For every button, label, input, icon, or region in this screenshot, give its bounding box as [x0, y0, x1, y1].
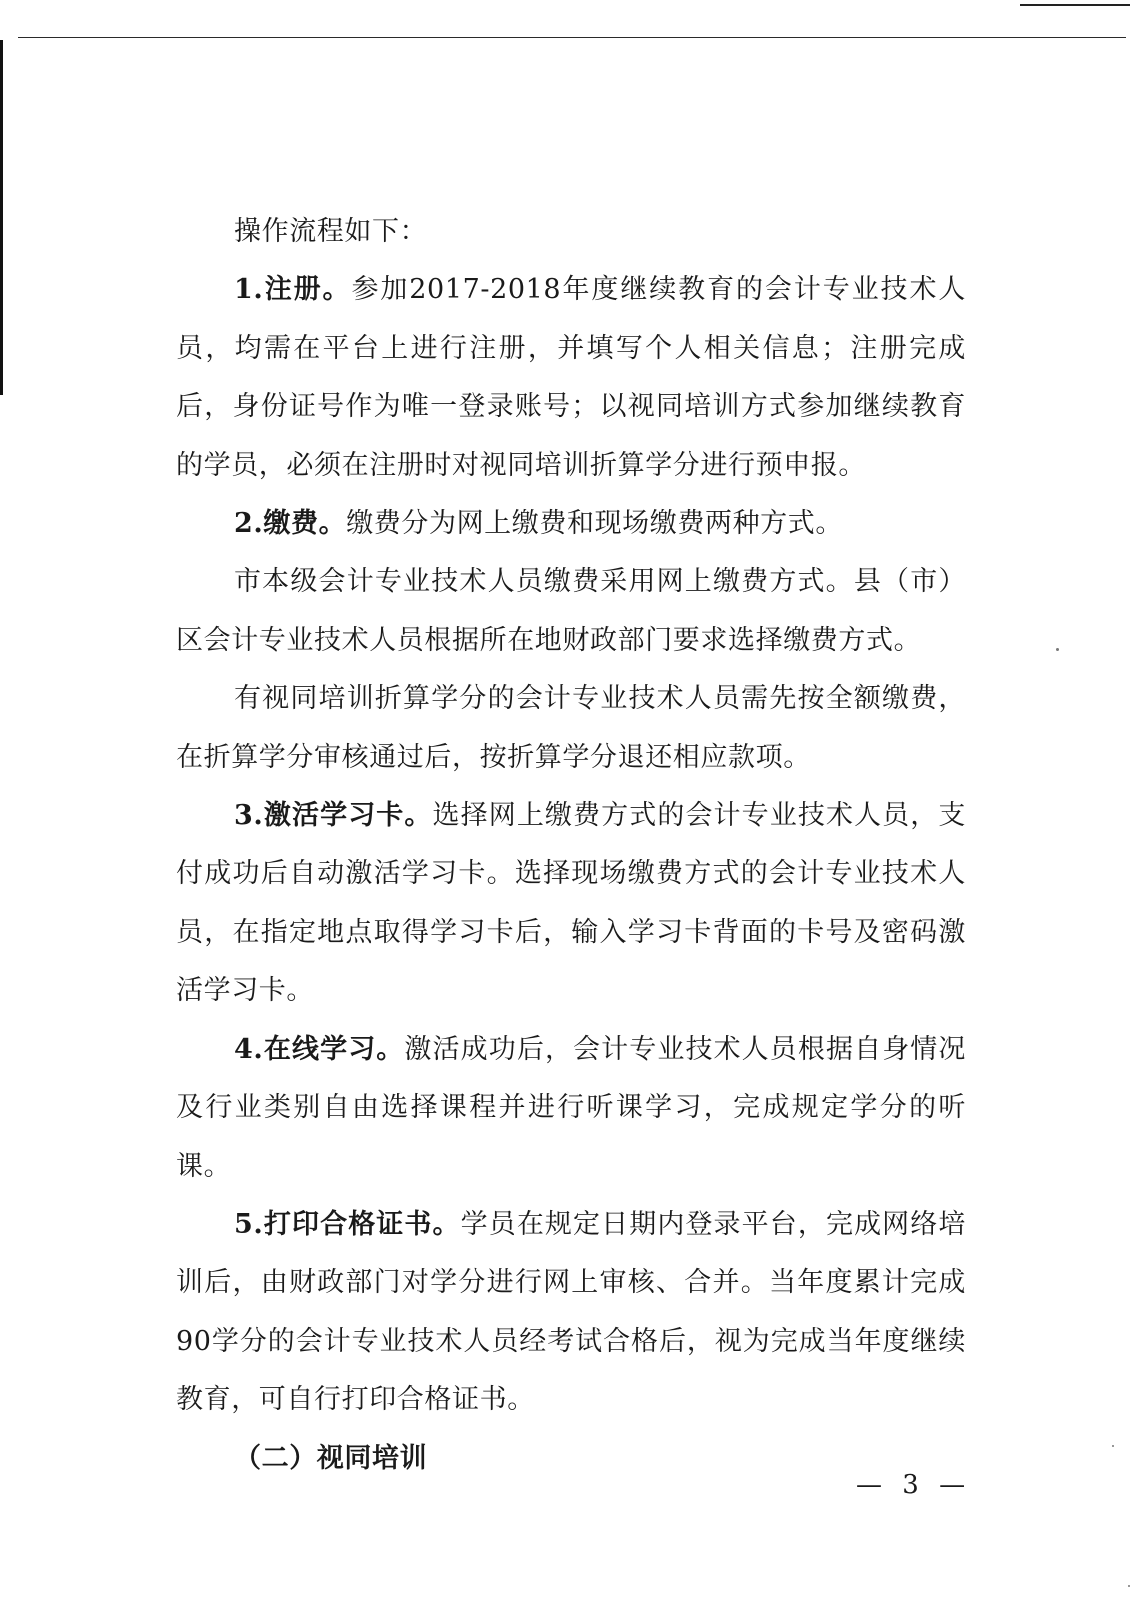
scan-speck — [1056, 648, 1059, 651]
corner-scan-line — [1020, 4, 1130, 6]
step-print-title: 5.打印合格证书。 — [234, 1208, 461, 1240]
step-payment-paragraph — [176, 495, 966, 553]
step-print-paragraph — [176, 1196, 966, 1430]
scan-speck — [1128, 1585, 1130, 1587]
step-activate-title: 3.激活学习卡。 — [234, 800, 433, 832]
section-heading: （二）视同培训 — [234, 1442, 428, 1474]
step-payment-title: 2.缴费。 — [234, 508, 347, 540]
intro-paragraph: 操作流程如下： — [234, 216, 428, 247]
document-body — [176, 203, 966, 1488]
refund-paragraph: 有视同培训折算学分的会计专业技术人员需先按全额缴费，在折算学分审核通过后，按折算学分退还相应款项。 — [176, 683, 966, 773]
step-study-paragraph — [176, 1021, 966, 1196]
payment-method-paragraph: 市本级会计专业技术人员缴费采用网上缴费方式。县（市）区会计专业技术人员根据所在地财政部门要求选择缴费方式。 — [176, 566, 966, 656]
step-register-paragraph — [176, 261, 966, 495]
step-study-title: 4.在线学习。 — [234, 1033, 405, 1065]
step-activate-text: 选择网上缴费方式的会计专业技术人员，支付成功后自动激活学习卡。选择现场缴费方式的会计专业技术人员，在指定地点取得学习卡后，输入学习卡背面的卡号及密码激活学习卡。 — [176, 800, 966, 1007]
header-rule — [18, 37, 1126, 38]
scan-speck — [1112, 1445, 1114, 1447]
step-register-title: 1.注册。 — [234, 274, 352, 306]
page-number: — 3 — — [856, 1470, 972, 1500]
scan-edge-line — [0, 40, 3, 395]
step-study-text: 激活成功后，会计专业技术人员根据自身情况及行业类别自由选择课程并进行听课学习，完成规定学分的听课。 — [176, 1033, 967, 1182]
step-payment-text: 缴费分为网上缴费和现场缴费两种方式。 — [346, 508, 843, 540]
step-activate-paragraph — [176, 787, 966, 1021]
step-print-text: 学员在规定日期内登录平台，完成网络培训后，由财政部门对学分进行网上审核、合并。当年度累计完成90学分的会计专业技术人员经考试合格后，视为完成当年度继续教育，可自行打印合格证书。 — [176, 1208, 966, 1416]
step-register-text: 参加2017-2018年度继续教育的会计专业技术人员，均需在平台上进行注册，并填写个人相关信息；注册完成后，身份证号作为唯一登录账号；以视同培训方式参加继续教育的学员，必须在注册时对视同培训折算学分进行预申报。 — [176, 274, 966, 481]
